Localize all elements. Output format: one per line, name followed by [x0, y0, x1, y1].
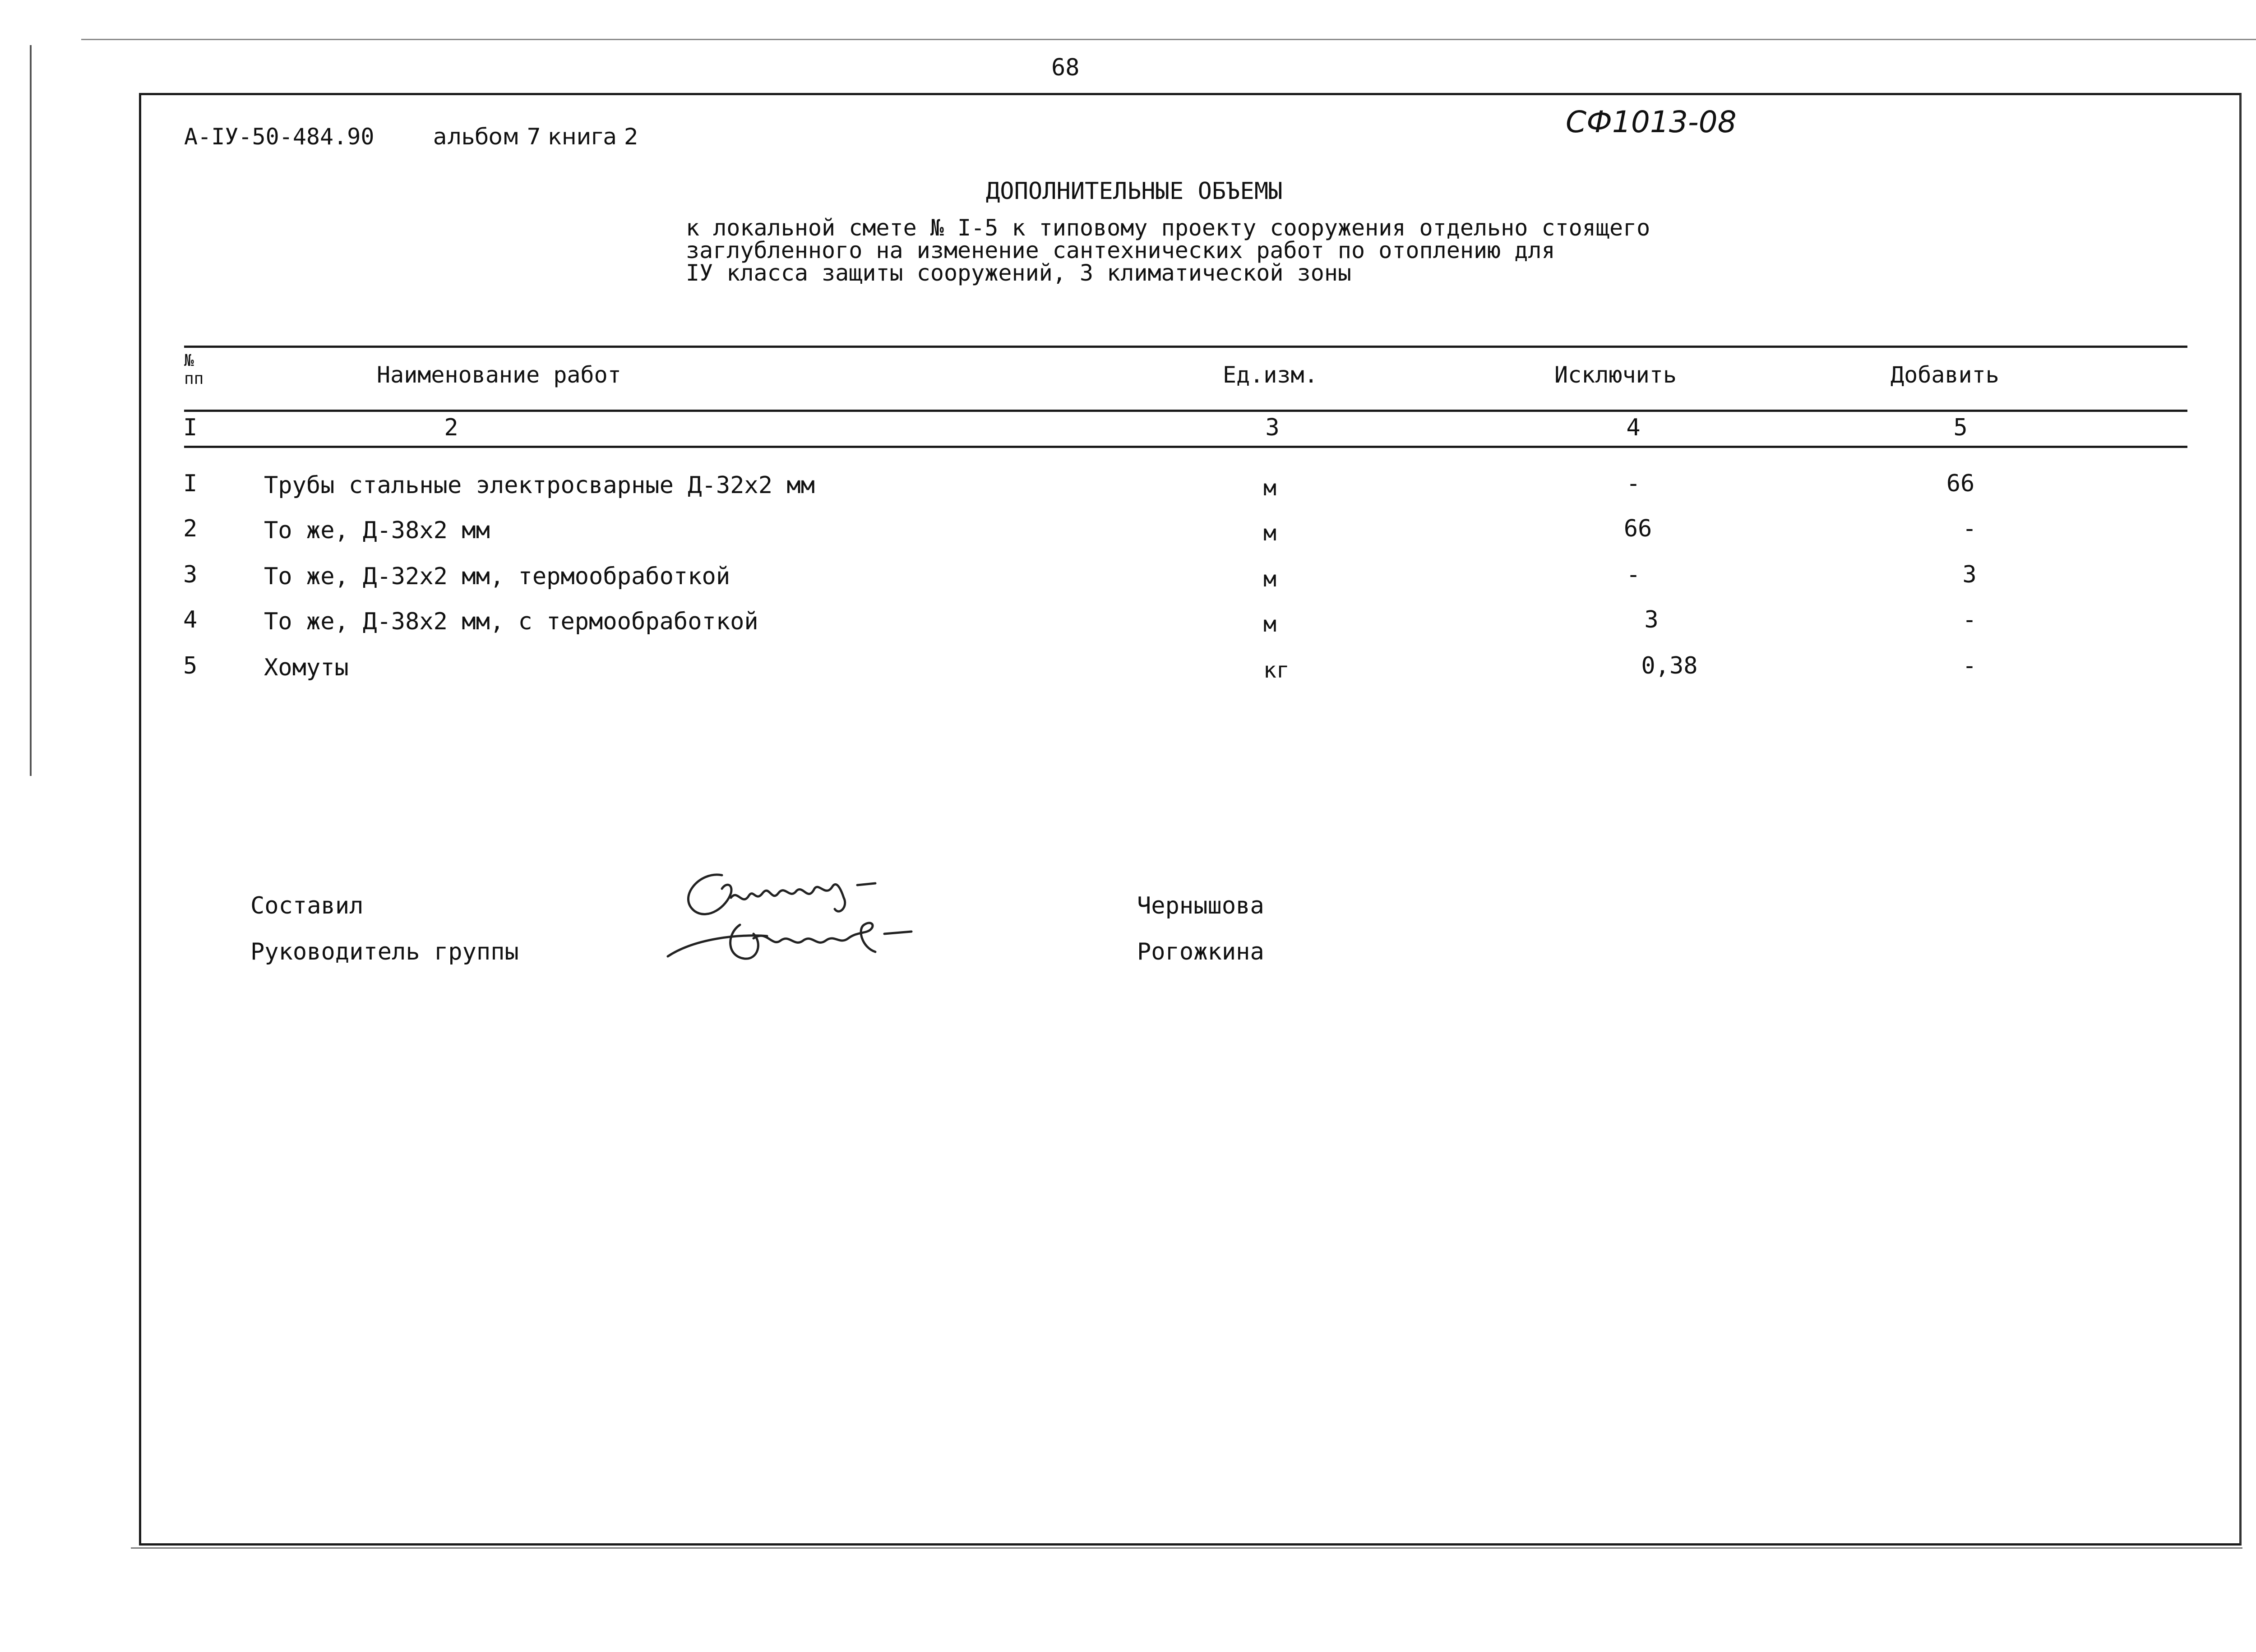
row-exclude: 0,38 — [1641, 652, 1698, 679]
row-exclude: 3 — [1644, 606, 1659, 633]
row-exclude: - — [1626, 470, 1641, 497]
header-name: Наименование работ — [377, 362, 621, 388]
row-unit: м — [1263, 612, 1276, 637]
colnum-5: 5 — [1953, 414, 1968, 441]
lead-label: Руководитель группы — [250, 938, 519, 965]
row-no: I — [183, 470, 198, 497]
row-name: То же, Д-32х2 мм, термообработкой — [264, 563, 730, 590]
subtitle-line-1: к локальной смете № I-5 к типовому проекту сооружения отдельно стоящего — [686, 215, 1650, 241]
header-no: № пп — [184, 351, 204, 388]
row-name: Трубы стальные электросварные Д-32х2 мм — [264, 472, 815, 499]
header-exclude: Исключить — [1554, 362, 1677, 388]
page-number: 68 — [1051, 54, 1080, 81]
row-unit: м — [1263, 567, 1276, 592]
table-top-rule — [184, 346, 2187, 348]
row-add: 66 — [1946, 470, 1975, 497]
document-frame — [139, 93, 2242, 1546]
colnum-3: 3 — [1265, 414, 1280, 441]
row-name: Хомуты — [264, 654, 349, 681]
stamp-code: СФ1013-08 — [1566, 105, 1737, 139]
scan-top-edge — [81, 39, 2256, 40]
header-unit: Ед.изм. — [1223, 362, 1318, 388]
row-no: 3 — [183, 561, 198, 588]
scan-left-edge — [30, 45, 32, 776]
row-no: 4 — [183, 606, 198, 633]
lead-name: Рогожкина — [1137, 938, 1264, 965]
row-no: 2 — [183, 515, 198, 542]
row-unit: м — [1263, 521, 1276, 546]
colnum-1: I — [183, 414, 198, 441]
subtitle-line-3: IУ класса защиты сооружений, 3 климатической зоны — [686, 260, 1352, 286]
doc-code: А-IУ-50-484.90 — [184, 124, 374, 150]
colnum-4: 4 — [1626, 414, 1641, 441]
row-name: То же, Д-38х2 мм — [264, 517, 490, 544]
table-numbers-rule — [184, 446, 2187, 448]
compiled-name: Чернышова — [1137, 892, 1264, 919]
album-label: альбом 7 книга 2 — [433, 124, 638, 150]
row-exclude: - — [1626, 561, 1641, 588]
row-name: То же, Д-38х2 мм, с термообработкой — [264, 608, 758, 635]
header-add: Добавить — [1891, 362, 1999, 388]
row-add: - — [1962, 606, 1977, 633]
subtitle-line-2: заглубленного на изменение сантехнических работ по отоплению для — [686, 237, 1555, 263]
row-add: - — [1962, 515, 1977, 542]
document-title: ДОПОЛНИТЕЛЬНЫЕ ОБЪЕМЫ — [986, 178, 1283, 205]
table-header-rule — [184, 410, 2187, 412]
row-add: - — [1962, 652, 1977, 679]
colnum-2: 2 — [444, 414, 458, 441]
row-unit: м — [1263, 475, 1276, 501]
row-exclude: 66 — [1623, 515, 1652, 542]
row-no: 5 — [183, 652, 198, 679]
scan-bottom-edge — [131, 1547, 2242, 1549]
row-unit: кг — [1263, 658, 1290, 683]
compiled-label: Составил — [250, 892, 364, 919]
row-add: 3 — [1962, 561, 1977, 588]
handwritten-signatures — [659, 857, 984, 992]
